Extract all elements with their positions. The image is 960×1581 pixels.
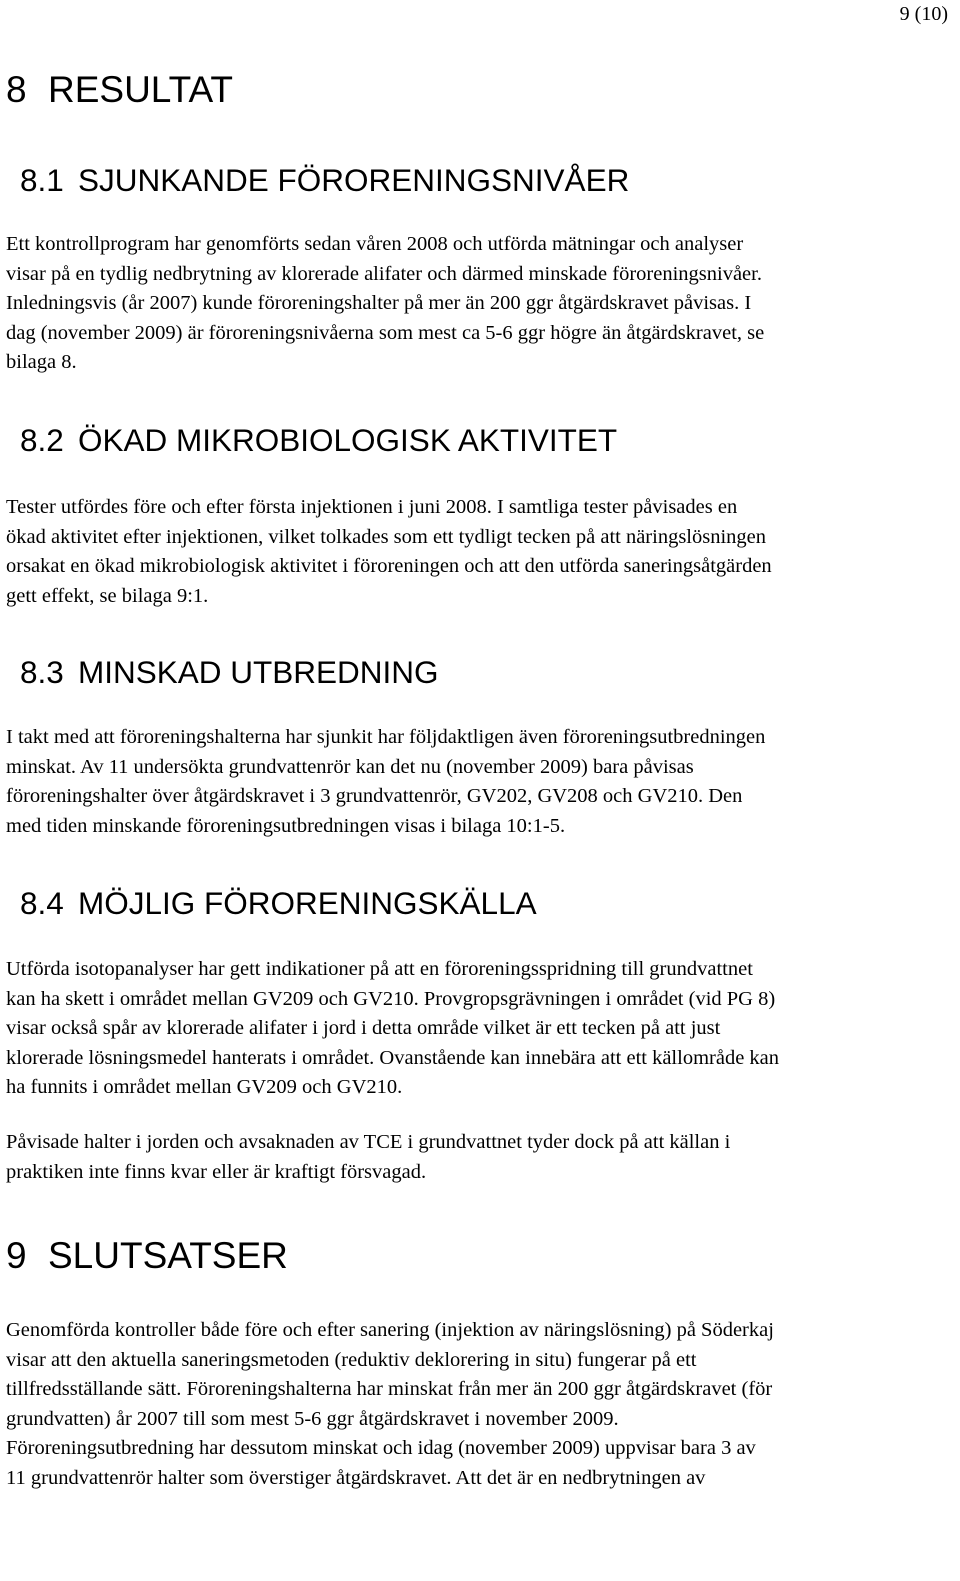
heading-section-8 — [6, 68, 233, 112]
heading-number: 8.3 — [20, 654, 64, 690]
text-line: Ett kontrollprogram har genomförts sedan våren 2008 och utförda mätningar och analyser — [6, 233, 744, 255]
text-line: Tester utfördes före och efter första injektionen i juni 2008. I samtliga tester påvisades en — [6, 496, 738, 518]
heading-section-8-4 — [20, 884, 537, 922]
text-line: visar på en tydlig nedbrytning av klorerade alifater och därmed minskade föroreningsnivåer. — [6, 262, 762, 285]
text-line: praktiken inte finns kvar eller är kraftigt försvagad. — [6, 1160, 427, 1183]
heading-section-8-2 — [20, 421, 617, 459]
paragraph-8-4-a — [6, 955, 950, 1103]
paragraph-8-4-b — [6, 1128, 950, 1187]
text-line: Föroreningsutbredning har dessutom minskat och idag (november 2009) uppvisar bara 3 av — [6, 1437, 756, 1459]
heading-section-8-3 — [20, 653, 439, 691]
heading-number: 8.2 — [20, 422, 64, 458]
text-line: minskat. Av 11 undersökta grundvattenrör kan det nu (november 2009) bara påvisas — [6, 755, 694, 778]
text-line: med tiden minskande föroreningsutbredningen visas i bilaga 10:1-5. — [6, 814, 566, 837]
text-line: 11 grundvattenrör halter som överstiger åtgärdskravet. Att det är en nedbrytningen av — [6, 1466, 706, 1489]
text-line: bilaga 8. — [6, 351, 77, 373]
heading-title: RESULTAT — [48, 69, 234, 110]
text-line: tillfredsställande sätt. Föroreningshalterna har minskat från mer än 200 ggr åtgärdskravet (för — [6, 1378, 773, 1400]
heading-section-9 — [6, 1234, 288, 1278]
page-number: 9 (10) — [899, 3, 948, 25]
heading-title: MINSKAD UTBREDNING — [78, 654, 439, 690]
heading-title: SJUNKANDE FÖRORENINGSNIVÅER — [78, 162, 630, 198]
text-line: gett effekt, se bilaga 9:1. — [6, 584, 209, 607]
paragraph-8-1 — [6, 230, 950, 378]
text-line: ha funnits i området mellan GV209 och GV210. — [6, 1076, 403, 1098]
heading-number: 8.1 — [20, 162, 64, 198]
heading-number: 9 — [6, 1235, 27, 1276]
heading-title: ÖKAD MIKROBIOLOGISK AKTIVITET — [78, 422, 618, 458]
text-line: kan ha skett i området mellan GV209 och GV210. Provgropsgrävningen i området (vid PG 8) — [6, 987, 776, 1010]
text-line: föroreningshalter över åtgärdskravet i 3 grundvattenrör, GV202, GV208 och GV210. Den — [6, 785, 743, 807]
paragraph-9 — [6, 1316, 950, 1493]
paragraph-8-2 — [6, 493, 950, 611]
heading-number: 8 — [6, 69, 27, 110]
text-line: visar också spår av klorerade alifater i jord i detta område vilket är ett tecken på att just — [6, 1017, 721, 1039]
text-line: Genomförda kontroller både före och efter sanering (injektion av näringslösning) på Söderkaj — [6, 1319, 774, 1341]
heading-section-8-1 — [20, 161, 629, 199]
text-line: klorerade lösningsmedel hanterats i området. Ovanstående kan innebära att ett källområde kan — [6, 1046, 780, 1069]
text-line: Utförda isotopanalyser har gett indikationer på att en föroreningsspridning till grundvattnet — [6, 958, 753, 980]
paragraph-8-3 — [6, 723, 950, 841]
heading-title: SLUTSATSER — [48, 1235, 288, 1276]
text-line: grundvatten) år 2007 till som mest 5-6 ggr åtgärdskravet i november 2009. — [6, 1407, 619, 1430]
text-line: visar att den aktuella saneringsmetoden (reduktiv deklorering in situ) fungerar på ett — [6, 1348, 697, 1371]
text-line: Inledningsvis (år 2007) kunde föroreningshalter på mer än 200 ggr åtgärdskravet påvisas. I — [6, 292, 752, 314]
text-line: dag (november 2009) är föroreningsnivåerna som mest ca 5-6 ggr högre än åtgärdskravet, se — [6, 321, 765, 344]
heading-number: 8.4 — [20, 885, 64, 921]
text-line: I takt med att föroreningshalterna har sjunkit har följdaktligen även föroreningsutbredningen — [6, 726, 766, 748]
heading-title: MÖJLIG FÖRORENINGSKÄLLA — [78, 885, 537, 921]
text-line: ökad aktivitet efter injektionen, vilket tolkades som ett tydligt tecken på att näringslösningen — [6, 525, 767, 548]
text-line: Påvisade halter i jorden och avsaknaden av TCE i grundvattnet tyder dock på att källan i — [6, 1131, 731, 1153]
text-line: orsakat en ökad mikrobiologisk aktivitet i föroreningen och att den utförda saneringsåtgärden — [6, 555, 772, 577]
